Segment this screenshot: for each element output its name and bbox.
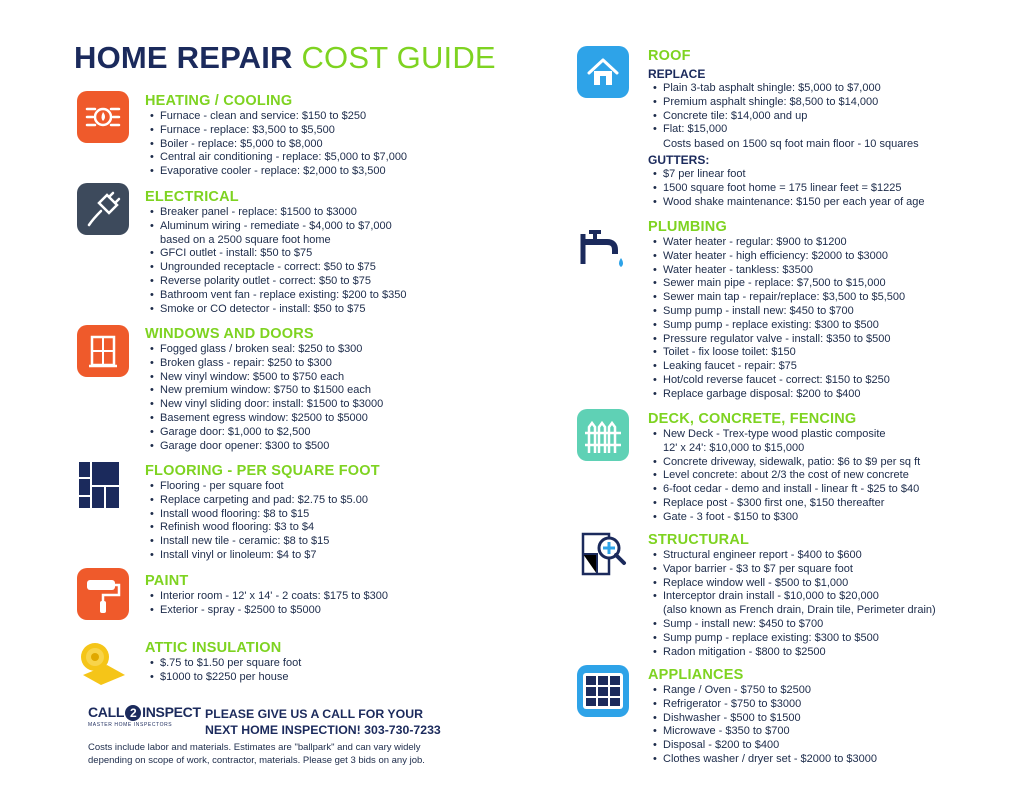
list-item: • Replace window well - $500 to $1,000	[648, 577, 936, 591]
list-item: • $7 per linear foot	[648, 168, 925, 182]
list-item: • Clothes washer / dryer set - $2000 to $3000	[648, 753, 877, 767]
cta-phone-line: NEXT HOME INSPECTION! 303-730-7233	[205, 723, 441, 737]
list-item: • Premium asphalt shingle: $8,500 to $14,000	[648, 96, 925, 110]
list-item: • Radon mitigation - $800 to $2500	[648, 646, 936, 660]
section-title: APPLIANCES	[648, 667, 744, 683]
title-part1: HOME REPAIR	[74, 40, 293, 75]
list-item: • Replace garbage disposal: $200 to $400	[648, 388, 905, 402]
disclaimer-line: Costs include labor and materials. Estimates are "ballpark" and can vary widely	[88, 742, 421, 753]
list-item: • $1000 to $2250 per house	[145, 671, 301, 685]
list-item: • Install new tile - ceramic: $8 to $15	[145, 535, 380, 549]
fence-icon	[577, 409, 629, 461]
list-item: • Refinish wood flooring: $3 to $4	[145, 521, 380, 535]
window-icon	[77, 325, 129, 377]
list-item: • Dishwasher - $500 to $1500	[648, 712, 877, 726]
list-item: • Flooring - per square foot	[145, 480, 380, 494]
home-icon	[577, 46, 629, 98]
list-item: • Sewer main tap - repair/replace: $3,500 to $5,500	[648, 291, 905, 305]
section-electrical	[145, 189, 406, 316]
list-item: • Ungrounded receptacle - correct: $50 to $75	[145, 261, 406, 275]
list-item: • Sewer main pipe - replace: $7,500 to $15,000	[648, 277, 905, 291]
section-title: ROOF	[648, 48, 691, 64]
list-item: • Refrigerator - $750 to $3000	[648, 698, 877, 712]
section-title: ATTIC INSULATION	[145, 640, 282, 656]
list-item: • Interior room - 12' x 14' - 2 coats: $175 to $300	[145, 590, 388, 604]
list-item: • Sump pump - replace existing: $300 to $500	[648, 319, 905, 333]
list-item: • Garage door: $1,000 to $2,500	[145, 426, 383, 440]
list-item: • Furnace - replace: $3,500 to $5,500	[145, 124, 407, 138]
section-structural	[648, 532, 936, 659]
list-item: • Pressure regulator valve - install: $350 to $500	[648, 333, 905, 347]
list-item: • Flat: $15,000	[648, 123, 925, 137]
list-item: • Microwave - $350 to $700	[648, 725, 877, 739]
list-item: • New vinyl sliding door: install: $1500 to $3000	[145, 398, 383, 412]
logo-tagline: MASTER HOME INSPECTORS	[88, 722, 173, 728]
list-item: • Smoke or CO detector - install: $50 to $75	[145, 303, 406, 317]
list-item: • 6-foot cedar - demo and install - linear ft - $25 to $40	[648, 483, 920, 497]
list-item: • Sump pump - replace existing: $300 to $500	[648, 632, 936, 646]
page-title	[74, 40, 496, 76]
list-item: • Disposal - $200 to $400	[648, 739, 877, 753]
logo-text-inspect: INSPECT	[142, 704, 201, 720]
section-title: WINDOWS AND DOORS	[145, 326, 314, 342]
section-title: PLUMBING	[648, 219, 727, 235]
call2inspect-logo	[88, 704, 201, 734]
cta-line: PLEASE GIVE US A CALL FOR YOUR	[205, 707, 423, 721]
list-item: • 1500 square foot home = 175 linear feet = $1225	[648, 182, 925, 196]
plug-icon	[77, 183, 129, 235]
list-item: • New Deck - Trex-type wood plastic composite	[648, 428, 920, 442]
section-windows-doors	[145, 326, 383, 453]
section-title: STRUCTURAL	[648, 532, 750, 548]
list-item: • $.75 to $1.50 per square foot	[145, 657, 301, 671]
subheading-replace: REPLACE	[648, 67, 706, 81]
list-item: • Interceptor drain install - $10,000 to $20,000	[648, 590, 936, 604]
list-item: • Range / Oven - $750 to $2500	[648, 684, 877, 698]
logo-text-call: CALL	[88, 704, 125, 720]
list-item: • Aluminum wiring - remediate - $4,000 to $7,000	[145, 220, 406, 234]
section-heating-cooling	[145, 93, 407, 179]
list-item-continuation: based on a 2500 square foot home	[160, 233, 331, 246]
section-paint	[145, 573, 388, 618]
list-item: • New premium window: $750 to $1500 each	[145, 384, 383, 398]
list-item: • Reverse polarity outlet - correct: $50 to $75	[145, 275, 406, 289]
list-item: • Evaporative cooler - replace: $2,000 to $3,500	[145, 165, 407, 179]
list-item: • Structural engineer report - $400 to $600	[648, 549, 936, 563]
list-item: • Install vinyl or linoleum: $4 to $7	[145, 549, 380, 563]
section-roof	[648, 48, 925, 210]
list-item: • Wood shake maintenance: $150 per each year of age	[648, 196, 925, 210]
call-to-action	[205, 706, 441, 738]
list-item: • Garage door opener: $300 to $500	[145, 440, 383, 454]
list-item: • Boiler - replace: $5,000 to $8,000	[145, 138, 407, 152]
list-item: • Toilet - fix loose toilet: $150	[648, 346, 905, 360]
list-item: • Furnace - clean and service: $150 to $250	[145, 110, 407, 124]
section-flooring	[145, 463, 380, 563]
list-item: • Water heater - regular: $900 to $1200	[648, 236, 905, 250]
list-item: • Bathroom vent fan - replace existing: $200 to $350	[145, 289, 406, 303]
list-item: • Breaker panel - replace: $1500 to $3000	[145, 206, 406, 220]
title-part2: COST GUIDE	[301, 40, 496, 75]
paint-roller-icon	[77, 568, 129, 620]
list-item: • Central air conditioning - replace: $5,000 to $7,000	[145, 151, 407, 165]
list-item: • Replace post - $300 first one, $150 thereafter	[648, 497, 920, 511]
list-item: • Sump pump - install new: $450 to $700	[648, 305, 905, 319]
subheading-gutters: GUTTERS:	[648, 153, 710, 168]
section-deck-concrete-fencing	[648, 411, 920, 525]
insulation-roll-icon	[77, 635, 129, 687]
list-item: • Replace carpeting and pad: $2.75 to $5.00	[145, 494, 380, 508]
faucet-icon	[577, 220, 629, 272]
list-item: • Water heater - tankless: $3500	[648, 264, 905, 278]
structural-inspection-icon	[577, 528, 629, 580]
list-item: • Concrete driveway, sidewalk, patio: $6 to $9 per sq ft	[648, 456, 920, 470]
list-item: • Install wood flooring: $8 to $15	[145, 508, 380, 522]
list-item: • Basement egress window: $2500 to $5000	[145, 412, 383, 426]
list-item: • Sump - install new: $450 to $700	[648, 618, 936, 632]
disclaimer-line: depending on scope of work, contractor, materials. Please get 3 bids on any job.	[88, 754, 425, 766]
flooring-icon	[77, 460, 129, 512]
section-attic-insulation	[145, 640, 301, 685]
section-appliances	[648, 667, 877, 767]
list-item: • Exterior - spray - $2500 to $5000	[145, 604, 388, 618]
list-item: • GFCI outlet - install: $50 to $75	[145, 247, 406, 261]
list-item: • Plain 3-tab asphalt shingle: $5,000 to $7,000	[648, 82, 925, 96]
list-item: • Gate - 3 foot - $150 to $300	[648, 511, 920, 525]
list-item: • Concrete tile: $14,000 and up	[648, 110, 925, 124]
section-title: ELECTRICAL	[145, 189, 239, 205]
logo-badge: 2	[125, 705, 141, 721]
disclaimer	[88, 742, 425, 767]
section-title: FLOORING - PER SQUARE FOOT	[145, 463, 380, 479]
list-item-continuation: (also known as French drain, Drain tile, Perimeter drain)	[663, 604, 936, 617]
list-item: • New vinyl window: $500 to $750 each	[145, 371, 383, 385]
list-item-continuation: 12' x 24': $10,000 to $15,000	[663, 441, 805, 454]
list-item: • Water heater - high efficiency: $2000 to $3000	[648, 250, 905, 264]
list-item: • Fogged glass / broken seal: $250 to $300	[145, 343, 383, 357]
section-plumbing	[648, 219, 905, 402]
roof-note: Costs based on 1500 sq foot main floor - 10 squares	[663, 138, 919, 151]
appliances-icon	[577, 665, 629, 717]
list-item: • Level concrete: about 2/3 the cost of new concrete	[648, 469, 920, 483]
section-title: DECK, CONCRETE, FENCING	[648, 411, 857, 427]
list-item: • Leaking faucet - repair: $75	[648, 360, 905, 374]
list-item: • Hot/cold reverse faucet - correct: $150 to $250	[648, 374, 905, 388]
list-item: • Vapor barrier - $3 to $7 per square foot	[648, 563, 936, 577]
section-title: HEATING / COOLING	[145, 93, 293, 109]
heating-icon	[77, 91, 129, 143]
section-title: PAINT	[145, 573, 189, 589]
list-item: • Broken glass - repair: $250 to $300	[145, 357, 383, 371]
